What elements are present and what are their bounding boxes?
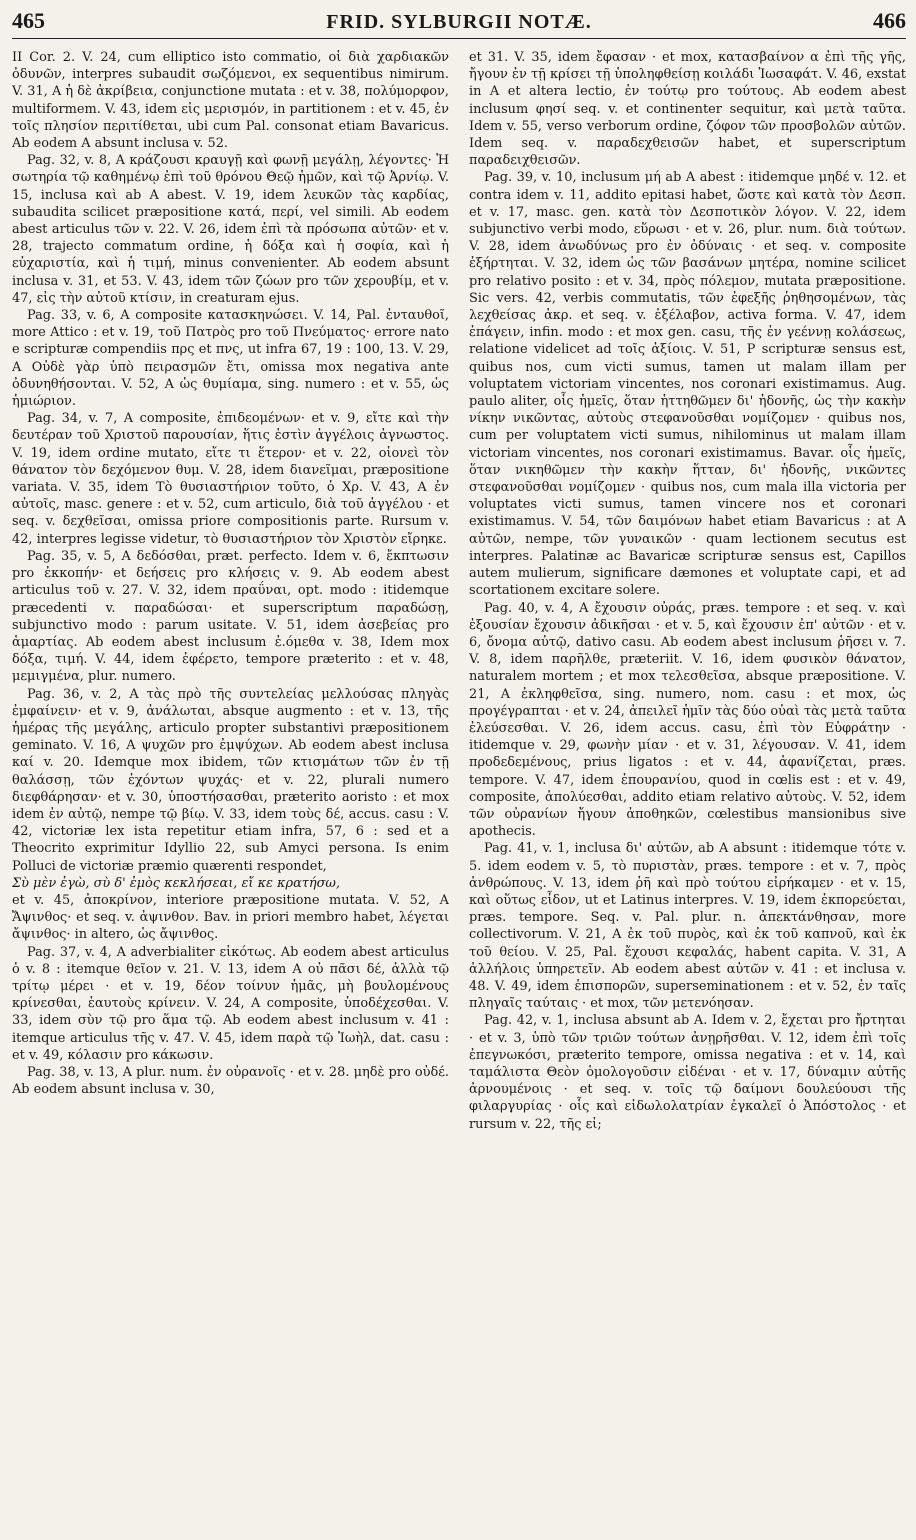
running-head: [12, 8, 906, 39]
paragraph: Pag. 34, v. 7, A composite, ἐπιδεομένων· et v. 9, εἴτε καὶ τὴν δευτέραν τοῦ Χριστοῦ παρουσίαν, ἥτις ἐστὶν ἀγγέλοις ἀγνωστος. V. 19, idem ordine mutato, εἴτε τι ἕτερον· et v. 22, οἱονεὶ τὸν θάνατον τὸν δεχόμενον θυμ. V. 28, idem διανεῖμαι, præpositione variata. V. 35, idem Τὸ θυσιαστήριον τοῦτο, ὁ Χρ. V. 43, A ἐν αὐτοῖς, masc. genere : et v. 52, cum articulo, διὰ τοῦ ἀγγέλου · et seq. v. δεχθεῖσαι, omissa priore compositionis parte. Rursum v. 42, interpres legisse videtur, τὸ θυσιαστήριον τὸν Χριστὸν εἴρηκε.: [12, 411, 449, 547]
paragraph: Pag. 33, v. 6, A composite κατασκηνώσει. V. 14, Pal. ἐνταυθοῖ, more Attico : et v. 19, τοῦ Πατρὸς pro τοῦ Πνεύματος· errore nato e scripturæ compendiis πρς et πνς, ut infra 67, 19 : 100, 13. V. 29, A Οὐδὲ γὰρ ὑπὸ πειρασμῶν ἔτι, omissa mox negativa ante ὀδυνηθήσονται. V. 52, A ὡς θυμίαμα, sing. numero : et v. 55, ὡς ἡμιώριον.: [12, 308, 449, 410]
paragraph: Pag. 40, v. 4, A ἔχουσιν οὐράς, præs. tempore : et seq. v. καὶ ἐξουσίαν ἔχουσιν ἀδικῆσαι · et v. 5, καὶ ἔχουσιν ἐπ' αὐτῶν · et v. 6, ὄνομα αὐτῷ, dativo casu. Ab eodem abest inclusum ῥῆσει v. 7. V. 8, idem παρῆλθε, præteriit. V. 16, idem φυσικὸν θάνατον, naturalem mortem ; et mox τελεσθεῖσα, absque præpositione. V. 21, A ἐκληφθεῖσα, sing. numero, nom. casu : et mox, ὡς προγέγραπται · et v. 24, ἀπειλεῖ ἡμῖν τὰς δύο οὐαὶ τὰς μετὰ ταῦτα ἐλεύσεσθαι. V. 26, idem accus. casu, ἐπὶ τὸν Εὐφράτην · itidemque v. 29, φωνὴν μίαν · et v. 31, λέγουσαν. V. 41, idem προδεδεμένους, prius ligatos : et v. 44, ἀφανίζεται, præs. tempore. V. 47, idem ἐπουρανίου, quod in cœlis est : et v. 49, composite, ἀπολύεσθαι, addito etiam relativo αὐτοὺς. V. 52, idem τῶν οὐρανίων ἤγουν ἀποθηκῶν, cœlestibus mansionibus sive apothecis.: [469, 600, 906, 840]
left-page-number: 465: [12, 8, 45, 33]
paragraph: Pag. 37, v. 4, A adverbialiter εἰκότως. Ab eodem abest articulus ὁ v. 8 : itemque θεῖον v. 21. V. 13, idem A οὐ πᾶσι δέ, ἀλλὰ τῷ τρίτῳ μέρει · et v. 19, δέον τοίνυν ἡμᾶς, μὴ βουλομένους κρίνεσθαι, ἑαυτοὺς κρίνειν. V. 24, A composite, ὑποδέχεσθαι. V. 33, idem σὺν τῷ pro ἅμα τῷ. Ab eodem abest inclusum v. 41 : itemque articulus τῆς v. 47. V. 45, idem παρὰ τῷ Ἰωὴλ, dat. casu : et v. 49, κόλασιν pro κάκωσιν.: [12, 944, 449, 1063]
paragraph: Pag. 35, v. 5, A δεδόσθαι, præt. perfecto. Idem v. 6, ἔκπτωσιν pro ἐκκοπήν· et δεήσεις pro κλήσεις v. 9. Ab eodem abest articulus τοῦ v. 27. V. 32, idem πραΰναι, opt. modo : itidemque præcedenti v. παραδώσαι· et superscriptum παραδώσῃ, subjunctivo modo : parum usitate. V. 51, idem ἀσεβείας pro ἁμαρτίας. Ab eodem abest inclusum ἐ.όμεθα v. 38, Idem mox δόξα, τιμή. V. 44, idem ἐφέρετο, tempore præterito : et v. 48, μεμιγμένα, plur. numero.: [12, 548, 449, 685]
paragraph: Pag. 41, v. 1, inclusa δι' αὐτῶν, ab A absunt : itidemque τότε v. 5. idem eodem v. 5, τὸ πυριστὰν, præs. tempore : et v. 7, πρὸς ἀνθρώπους. V. 13, idem ῥῆ καὶ πρὸ τούτου εἰρήκαμεν · et v. 15, καὶ οὕτως εἶδον, ut et Latinus interpres. V. 19, idem ἐκπορεύεται, præs. tempore. Seq. v. Pal. plur. n. ἀπεκτάνθησαν, more collectivorum. V. 21, A ἐκ τοῦ πυρὸς, καὶ ἐκ τοῦ καπνοῦ, καὶ ἐκ τοῦ θείου. V. 25, Pal. ἔχουσι κεφαλάς, habent capita. V. 31, A ἀλλήλοις ὑπηρετεῖν. Ab eodem abest αὐτῶν v. 41 : et inclusa v. 48. V. 49, idem ἐπισπορῶν, superseminationem : et v. 52, ἐν ταῖς πληγαῖς ταύταις · et mox, τῶν μετενόησαν.: [469, 841, 906, 1012]
paragraph: Pag. 39, v. 10, inclusum μή ab A abest : itidemque μηδέ v. 12. et contra idem v. 11, addito epitasi habet, ὥστε καὶ κατὰ τὸν Δεσπ. et v. 17, masc. gen. κατὰ τὸν Δεσποτικὸν λόγον. V. 22, idem subjunctivo verbi modo, εὕρωσι · et v. 26, plur. num. διὰ τούτων. V. 28, idem ἀνωδύνως pro ἐν ὀδύναις · et seq. v. composite ἐξήρτηται. V. 32, idem ὡς τῶν βασάνων μητέρα, nomine scilicet pro relativo posito : et v. 34, πρὸς πόλεμον, mutata præpositione. Sic vers. 42, verbis commutatis, τῶν ἐφεξῆς ῥηθησομένων, τὰς λεχθείσας ἀκρ. et seq. v. ἐξέλαβον, activa forma. V. 47, idem ἐπάγειν, infin. modo : et mox gen. casu, τῆς ἐν γεέννῃ κολάσεως, relatione videlicet ad τοῖς ἀξίοις. V. 51, P scripturæ sensus est, quibus nos, cum victi sumus, tamen ut malam illam per voluptatem victoriam vincentes, nos coronari existimamus. Aug. paulo aliter, οἷς ἡμεῖς, ὅταν ἡττηθῶμεν δι' ἡδονῆς, ὡς τὴν κακὴν νίκην νικῶντας, αὐτοὺς στεφανοῦσθαι νομίζομεν · quibus nos, cum per voluptatem victi sumus, nihilominus ut malam illam victoriam vincentes, nos coronari existimamus. Bavar. οἷς ἡμεῖς, ὅταν νικηθῶμεν τὴν κακὴν ἥτταν, δι' ἡδονῆς, νικῶντες στεφανοῦσθαι νομίζομεν · quibus nos, cum mala illa victoria per voluptates victi sumus, tamen vincere nos et coronari existimamus. V. 54, τῶν δαιμόνων habet etiam Bavaricus : at A αὐτῶν, nempe, τῶν γυναικῶν · quam lectionem secutus est interpres. Palatinæ ac Bavaricæ scripturæ sensus est, Capillos autem mulierum, significare dæmones et voluptate capi, et ad scortationem excitare solere.: [469, 170, 906, 599]
text-columns: [12, 49, 906, 1133]
paragraph: et v. 45, ἀποκρίνον, interiore præpositione mutata. V. 52, A Ἄψινθος· et seq. v. ἀψινθον. Bav. in priori membro habet, λέγεται ἄψινθος· in altero, ὡς ἄψινθος.: [12, 892, 449, 943]
running-title: FRID. SYLBURGII NOTÆ.: [326, 11, 592, 33]
right-column: [469, 49, 906, 1133]
right-page-number: 466: [872, 8, 906, 33]
paragraph: Pag. 42, v. 1, inclusa absunt ab A. Idem v. 2, ἔχεται pro ἤρτηται · et v. 3, ὑπὸ τῶν τριῶν τούτων ἀνῃρῆσθαι. V. 12, idem ἐπὶ τοῖς ἐπεγνωκόσι, præterito tempore, omissa negativa : et v. 14, καὶ ταμάλιστα Θεὸν ὁμολογοῦσιν εἰδέναι · et v. 17, δύναμιν αὐτῆς ἀρνουμένοις · et seq. v. τοῖς τῷ δαίμονι δουλεύουσι τῆς φιλαργυρίας · οἷς καὶ εἰδωλολατρίαν ἐγκαλεῖ ὁ Ἀπόστολος · et rursum v. 22, τῆς εἰ;: [469, 1013, 906, 1132]
paragraph: Pag. 36, v. 2, A τὰς πρὸ τῆς συντελείας μελλούσας πληγὰς ἐμφαίνειν· et v. 9, ἀνάλωται, absque augmento : et v. 13, τῆς ἡμέρας τῆς μεγάλης, articulo propter substantivi præpositionem geminato. V. 16, A ψυχῶν pro ἐμψύχων. Ab eodem abest inclusa καί v. 20. Idemque mox ibidem, τῶν κτισμάτων τῶν ἐν τῇ θαλάσσῃ, τῶν ἐχόντων ψυχάς· et v. 22, plurali numero διεφθάρησαν· et v. 30, ὑποστήσασθαι, præterito aoristo : et mox idem ἐν αὐτῷ, nempe τῷ βίῳ. V. 33, idem τοὺς δέ, accus. casu : V. 42, victoriæ lex ista repetitur etiam infra, 57, 6 : sed et a Theocrito exprimitur Idyllio 22, sub Amyci persona. Is enim Polluci de victoriæ præmio quærenti respondet,: [12, 686, 449, 874]
paragraph: Pag. 32, v. 8, A κράζουσι κραυγῇ καὶ φωνῇ μεγάλῃ, λέγοντες· Ἡ σωτηρία τῷ καθημένῳ ἐπὶ τοῦ θρόνου Θεῷ ἡμῶν, καὶ τῷ Ἀρνίῳ. V. 15, inclusa καὶ ab A abest. V. 19, idem λευκῶν τὰς καρδίας, subaudita scilicet præpositione κατά, περί, vel simili. Ab eodem abest articulus τῶν v. 22. V. 26, idem ἐπὶ τὰ πρόσωπα αὐτῶν· et v. 28, trajecto commatum ordine, ἡ δόξα καὶ ἡ σοφία, καὶ ἡ εὐχαριστία, καὶ ἡ τιμή, minus convenienter. Ab eodem absunt inclusa v. 31, et 53. V. 43, idem τῶν ζώων pro τῶν χερουβίμ, et v. 47, εἰς τὴν αὐτοῦ κτίσιν, in creaturam ejus.: [12, 153, 449, 306]
paragraph: et 31. V. 35, idem ἔφασαν · et mox, κατασβαίνον α ἐπὶ τῆς γῆς, ἤγουν ἐν τῇ κρίσει τῇ ὑποληφθείσῃ κοιλάδι Ἰωσαφάτ. V. 46, exstat in A et altera lectio, ἐν τούτῳ pro τούτους. Ab eodem abest inclusum φησί seq. v. et continenter sequitur, καὶ μετὰ ταῦτα. Idem v. 55, verso verborum ordine, ζόφον τῶν προσβολῶν αὐτῶν. Idem seq. v. παραδεχθεισῶν habet, et superscriptum παραδειχθεισῶν.: [469, 50, 906, 169]
verse-quotation: Σὺ μὲν ἐγὼ, σὺ δ' ἐμὸς κεκλήσεαι, εἴ κε κρατήσω,: [12, 875, 341, 891]
paragraph: Pag. 38, v. 13, A plur. num. ἐν οὐρανοῖς · et v. 28. μηδὲ pro οὐδέ. Ab eodem absunt inclusa v. 30,: [12, 1064, 449, 1098]
paragraph: II Cor. 2. V. 24, cum elliptico isto commatio, οἱ διὰ χαρδιακῶν ὀδυνῶν, interpres subaudit σωζόμενοι, ex sequentibus nimirum. V. 31, A ἡ δὲ ἀκρίβεια, conjunctione mutata : et v. 38, πολύμορφον, multiformem. V. 43, idem εἰς μερισμόν, in partitionem : et v. 45, ἐν τοῖς πλησίον περιτίθεται, ubi cum Pal. consonat etiam Bavaricus. Ab eodem A absunt inclusa v. 52.: [12, 50, 449, 152]
left-column: [12, 49, 449, 1133]
